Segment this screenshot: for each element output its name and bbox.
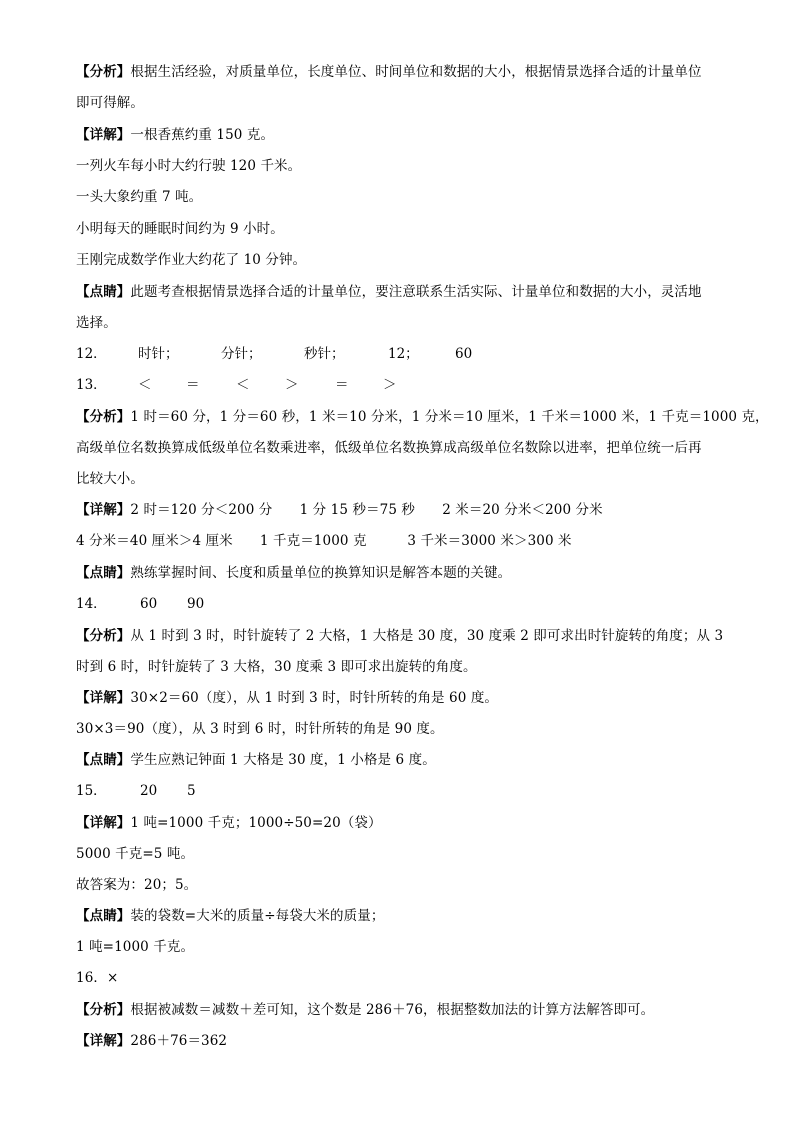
point-text-line: 1 吨=1000 千克。 [76,939,195,955]
answer: 90 [187,596,205,612]
point-tag: 【点睛】 [76,752,131,768]
question-number: 14． [76,596,107,612]
detail-text: 2 时＝120 分＜200 分 1 分 15 秒＝75 秒 2 米＝20 分米＜200 分米 [130,502,603,518]
question-14-answers [76,595,276,613]
point-text: 此题考查根据情景选择合适的计量单位，要注意联系生活实际、计量单位和数据的大小，灵活地 [130,284,702,300]
answer: ＜ [138,377,152,393]
detail-text-line: 一列火车每小时大约行驶 120 千米。 [76,158,302,174]
question-number: 13． [76,377,107,393]
detail-text-line: 5000 千克=5 吨。 [76,846,195,862]
analysis-text: 根据生活经验，对质量单位，长度单位、时间单位和数据的大小，根据情景选择合适的计量单位 [130,64,702,80]
answer: 5 [187,783,196,799]
detail-tag: 【详解】 [76,815,131,831]
point-tag: 【点睛】 [76,284,131,300]
analysis-paragraph-line [76,408,769,426]
detail-text: 30×2＝60（度），从 1 时到 3 时，时针所转的角是 60 度。 [130,690,499,706]
answer: ＞ [383,377,397,393]
point-text: 学生应熟记钟面 1 大格是 30 度，1 小格是 6 度。 [130,752,436,768]
point-paragraph-line [76,907,384,925]
answer: 20 [140,783,158,799]
analysis-text-line: 时到 6 时，时针旋转了 3 大格，30 度乘 3 即可求出旋转的角度。 [76,659,477,675]
question-number: 12． [76,346,107,362]
answer: 60 [455,346,473,362]
analysis-tag: 【分析】 [76,628,131,644]
analysis-paragraph-line [76,63,702,81]
detail-tag: 【详解】 [76,690,131,706]
answer: 60 [140,596,158,612]
point-tag: 【点睛】 [76,565,131,581]
detail-tag: 【详解】 [76,127,131,143]
detail-text: 1 吨=1000 千克；1000÷50=20（袋） [130,815,382,831]
answer: ＝ [186,377,200,393]
detail-text: 一根香蕉约重 150 克。 [130,127,275,143]
analysis-text-line: 即可得解。 [76,95,144,111]
detail-paragraph-line [76,126,274,144]
analysis-tag: 【分析】 [76,64,131,80]
point-paragraph-line [76,283,702,301]
point-paragraph-line [76,751,436,769]
detail-text-line: 30×3＝90（度），从 3 时到 6 时，时针所转的角是 90 度。 [76,721,444,737]
analysis-text-line: 比较大小。 [76,471,144,487]
detail-text-line: 一头大象约重 7 吨。 [76,189,203,205]
point-tag: 【点睛】 [76,908,131,924]
detail-paragraph-line [76,814,382,832]
analysis-tag: 【分析】 [76,409,131,425]
question-16-answer: 16．× [76,970,119,986]
question-number: 15． [76,783,107,799]
question-15-answers [76,782,276,800]
point-text-line: 选择。 [76,315,117,331]
point-text: 装的袋数=大米的质量÷每袋大米的质量； [130,908,385,924]
analysis-text: 根据被减数＝减数＋差可知，这个数是 286＋76，根据整数加法的计算方法解答即可。 [130,1002,655,1018]
answer: 12； [388,346,419,362]
detail-text-line: 王刚完成数学作业大约花了 10 分钟。 [76,252,307,268]
answer: ＜ [236,377,250,393]
analysis-text: 1 时＝60 分，1 分＝60 秒，1 米＝10 分米，1 分米＝10 厘米，1 千米＝1000 米，1 千克＝1000 克， [130,409,769,425]
detail-paragraph-line [76,501,603,519]
detail-text-line: 4 分米＝40 厘米＞4 厘米 1 千克＝1000 克 3 千米＝3000 米＞300 米 [76,533,572,549]
detail-text-line: 小明每天的睡眠时间约为 9 小时。 [76,221,284,237]
analysis-paragraph-line [76,1001,654,1019]
answer: ＞ [285,377,299,393]
analysis-text-line: 高级单位名数换算成低级单位名数乘进率，低级单位名数换算成高级单位名数除以进率，把单位统一后再 [76,440,702,456]
answer: 分针； [221,346,262,362]
answer: 秒针； [304,346,345,362]
answer: ＝ [335,377,349,393]
detail-tag: 【详解】 [76,1033,131,1049]
detail-paragraph-line [76,1032,227,1050]
question-12-answers [76,345,536,363]
analysis-paragraph-line [76,627,723,645]
answer: 时针； [138,346,179,362]
detail-paragraph-line [76,689,498,707]
point-text: 熟练掌握时间、长度和质量单位的换算知识是解答本题的关键。 [130,565,512,581]
detail-text: 286＋76＝362 [130,1033,228,1049]
analysis-tag: 【分析】 [76,1002,131,1018]
analysis-text: 从 1 时到 3 时，时针旋转了 2 大格，1 大格是 30 度，30 度乘 2 即可求出时针旋转的角度；从 3 [130,628,724,644]
point-paragraph-line [76,564,511,582]
detail-text-line: 故答案为：20；5。 [76,877,198,893]
detail-tag: 【详解】 [76,502,131,518]
question-13-answers [76,376,536,394]
